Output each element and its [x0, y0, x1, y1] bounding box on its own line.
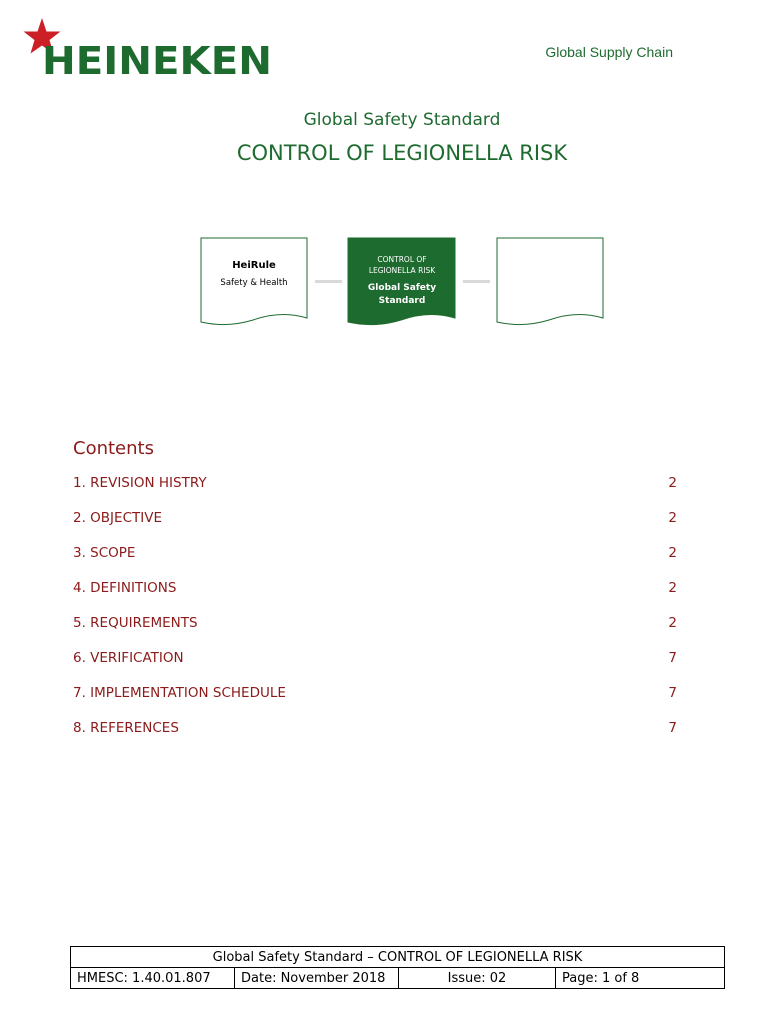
toc-item-page: 2 — [668, 475, 677, 491]
toc-item-label: 4. DEFINITIONS — [73, 580, 177, 596]
heirule-subtitle: Safety & Health — [220, 278, 288, 288]
footer-date: Date: November 2018 — [235, 968, 399, 989]
toc-item-page: 7 — [668, 685, 677, 701]
footer-issue: Issue: 02 — [399, 968, 556, 989]
toc-item-page: 2 — [668, 580, 677, 596]
footer-page-number: Page: 1 of 8 — [556, 968, 725, 989]
connector-line — [463, 280, 490, 283]
toc-item-page: 2 — [668, 545, 677, 561]
footer-doc-code: HMESC: 1.40.01.807 — [71, 968, 235, 989]
current-standard-line1: CONTROL OF — [377, 255, 427, 264]
header-department-label: Global Supply Chain — [545, 44, 673, 60]
toc-item-label: 8. REFERENCES — [73, 720, 179, 736]
toc-item[interactable] — [73, 615, 677, 650]
heineken-logo — [22, 18, 282, 78]
toc-item[interactable] — [73, 475, 677, 510]
current-standard-line4: Standard — [378, 296, 426, 306]
footer-title: Global Safety Standard – CONTROL OF LEGIONELLA RISK — [71, 947, 725, 968]
toc-item[interactable] — [73, 685, 677, 720]
toc-item-label: 3. SCOPE — [73, 545, 136, 561]
contents-heading: Contents — [73, 438, 154, 459]
toc-item[interactable] — [73, 545, 677, 580]
heirule-title: HeiRule — [232, 260, 276, 271]
current-standard-document-shape — [348, 238, 455, 325]
toc-item[interactable] — [73, 720, 677, 755]
toc-item[interactable] — [73, 650, 677, 685]
document-hierarchy-diagram — [195, 232, 615, 332]
table-of-contents — [73, 475, 677, 755]
document-footer-table — [70, 946, 725, 989]
toc-item-label: 2. OBJECTIVE — [73, 510, 162, 526]
logo-wordmark: HEINEKEN — [42, 39, 272, 78]
document-title: CONTROL OF LEGIONELLA RISK — [236, 141, 568, 165]
toc-item-page: 2 — [668, 510, 677, 526]
toc-item[interactable] — [73, 580, 677, 615]
document-subtitle: Global Safety Standard — [303, 110, 501, 130]
toc-item-page: 7 — [668, 720, 677, 736]
toc-item-page: 7 — [668, 650, 677, 666]
toc-item-label: 1. REVISION HISTRY — [73, 475, 207, 491]
connector-line — [315, 280, 342, 283]
toc-item-label: 7. IMPLEMENTATION SCHEDULE — [73, 685, 286, 701]
empty-document-shape — [497, 238, 603, 325]
toc-item-page: 2 — [668, 615, 677, 631]
toc-item[interactable] — [73, 510, 677, 545]
toc-item-label: 5. REQUIREMENTS — [73, 615, 198, 631]
current-standard-line2: LEGIONELLA RISK — [368, 266, 436, 275]
current-standard-line3: Global Safety — [367, 283, 437, 293]
toc-item-label: 6. VERIFICATION — [73, 650, 184, 666]
